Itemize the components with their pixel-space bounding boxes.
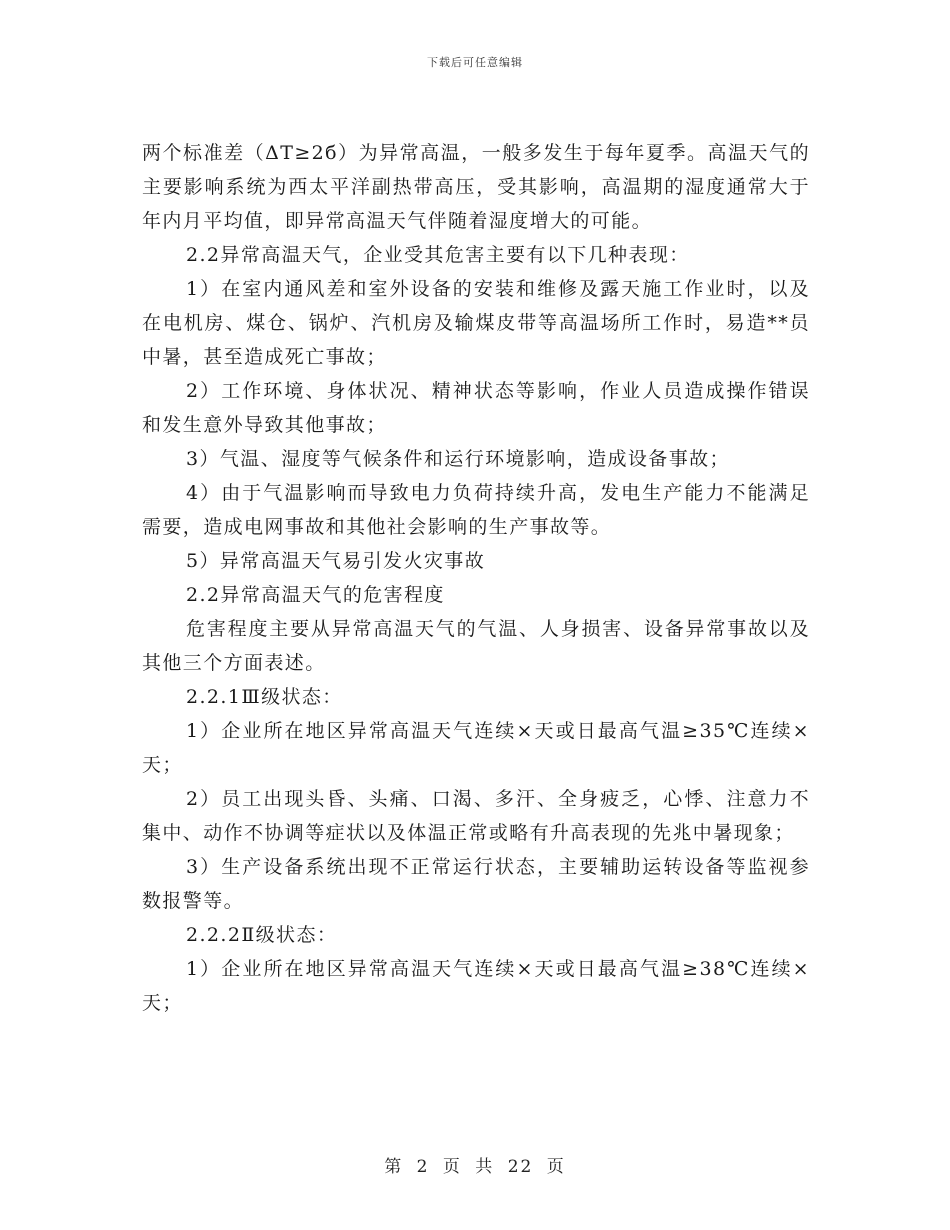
paragraph-7: 2.2异常高温天气的危害程度 [186, 584, 445, 606]
paragraph-1: 2.2异常高温天气，企业受其危害主要有以下几种表现： [186, 244, 690, 266]
paragraph-12: 3）生产设备系统出现不正常运行状态，主要辅助运转设备等监视参数报警等。 [142, 856, 810, 912]
paragraph-8: 危害程度主要从异常高温天气的气温、人身损害、设备异常事故以及其他三个方面表述。 [142, 618, 810, 674]
paragraph-11: 2）员工出现头昏、头痛、口渴、多汗、全身疲乏，心悸、注意力不集中、动作不协调等症状以及体温正常或略有升高表现的先兆中暑现象； [142, 788, 810, 844]
paragraph-3: 2）工作环境、身体状况、精神状态等影响，作业人员造成操作错误和发生意外导致其他事故； [142, 380, 810, 436]
paragraph-14: 1）企业所在地区异常高温天气连续×天或日最高气温≥38℃连续×天； [142, 958, 810, 1014]
paragraph-5: 4）由于气温影响而导致电力负荷持续升高，发电生产能力不能满足需要，造成电网事故和其他社会影响的生产事故等。 [142, 482, 810, 538]
paragraph-6: 5）异常高温天气易引发火灾事故 [186, 550, 486, 572]
paragraph-0: 两个标准差（ΔT≥2б）为异常高温，一般多发生于每年夏季。高温天气的主要影响系统为西太平洋副热带高压，受其影响，高温期的湿度通常大于年内月平均值，即异常高温天气伴随着湿度增大的可能。 [142, 142, 810, 232]
paragraph-13: 2.2.2Ⅱ级状态： [186, 924, 338, 946]
page-header: 下载后可任意编辑 [427, 56, 523, 69]
page-footer: 第 2 页 共 22 页 [384, 1157, 566, 1177]
paragraph-4: 3）气温、湿度等气候条件和运行环境影响，造成设备事故； [186, 448, 730, 470]
paragraph-9: 2.2.1Ⅲ级状态： [186, 686, 343, 708]
paragraph-10: 1）企业所在地区异常高温天气连续×天或日最高气温≥35℃连续×天； [142, 720, 810, 776]
paragraph-2: 1）在室内通风差和室外设备的安装和维修及露天施工作业时，以及在电机房、煤仓、锅炉、汽机房及输煤皮带等高温场所工作时，易造**员中暑，甚至造成死亡事故； [142, 278, 810, 368]
document-body [142, 136, 810, 1020]
